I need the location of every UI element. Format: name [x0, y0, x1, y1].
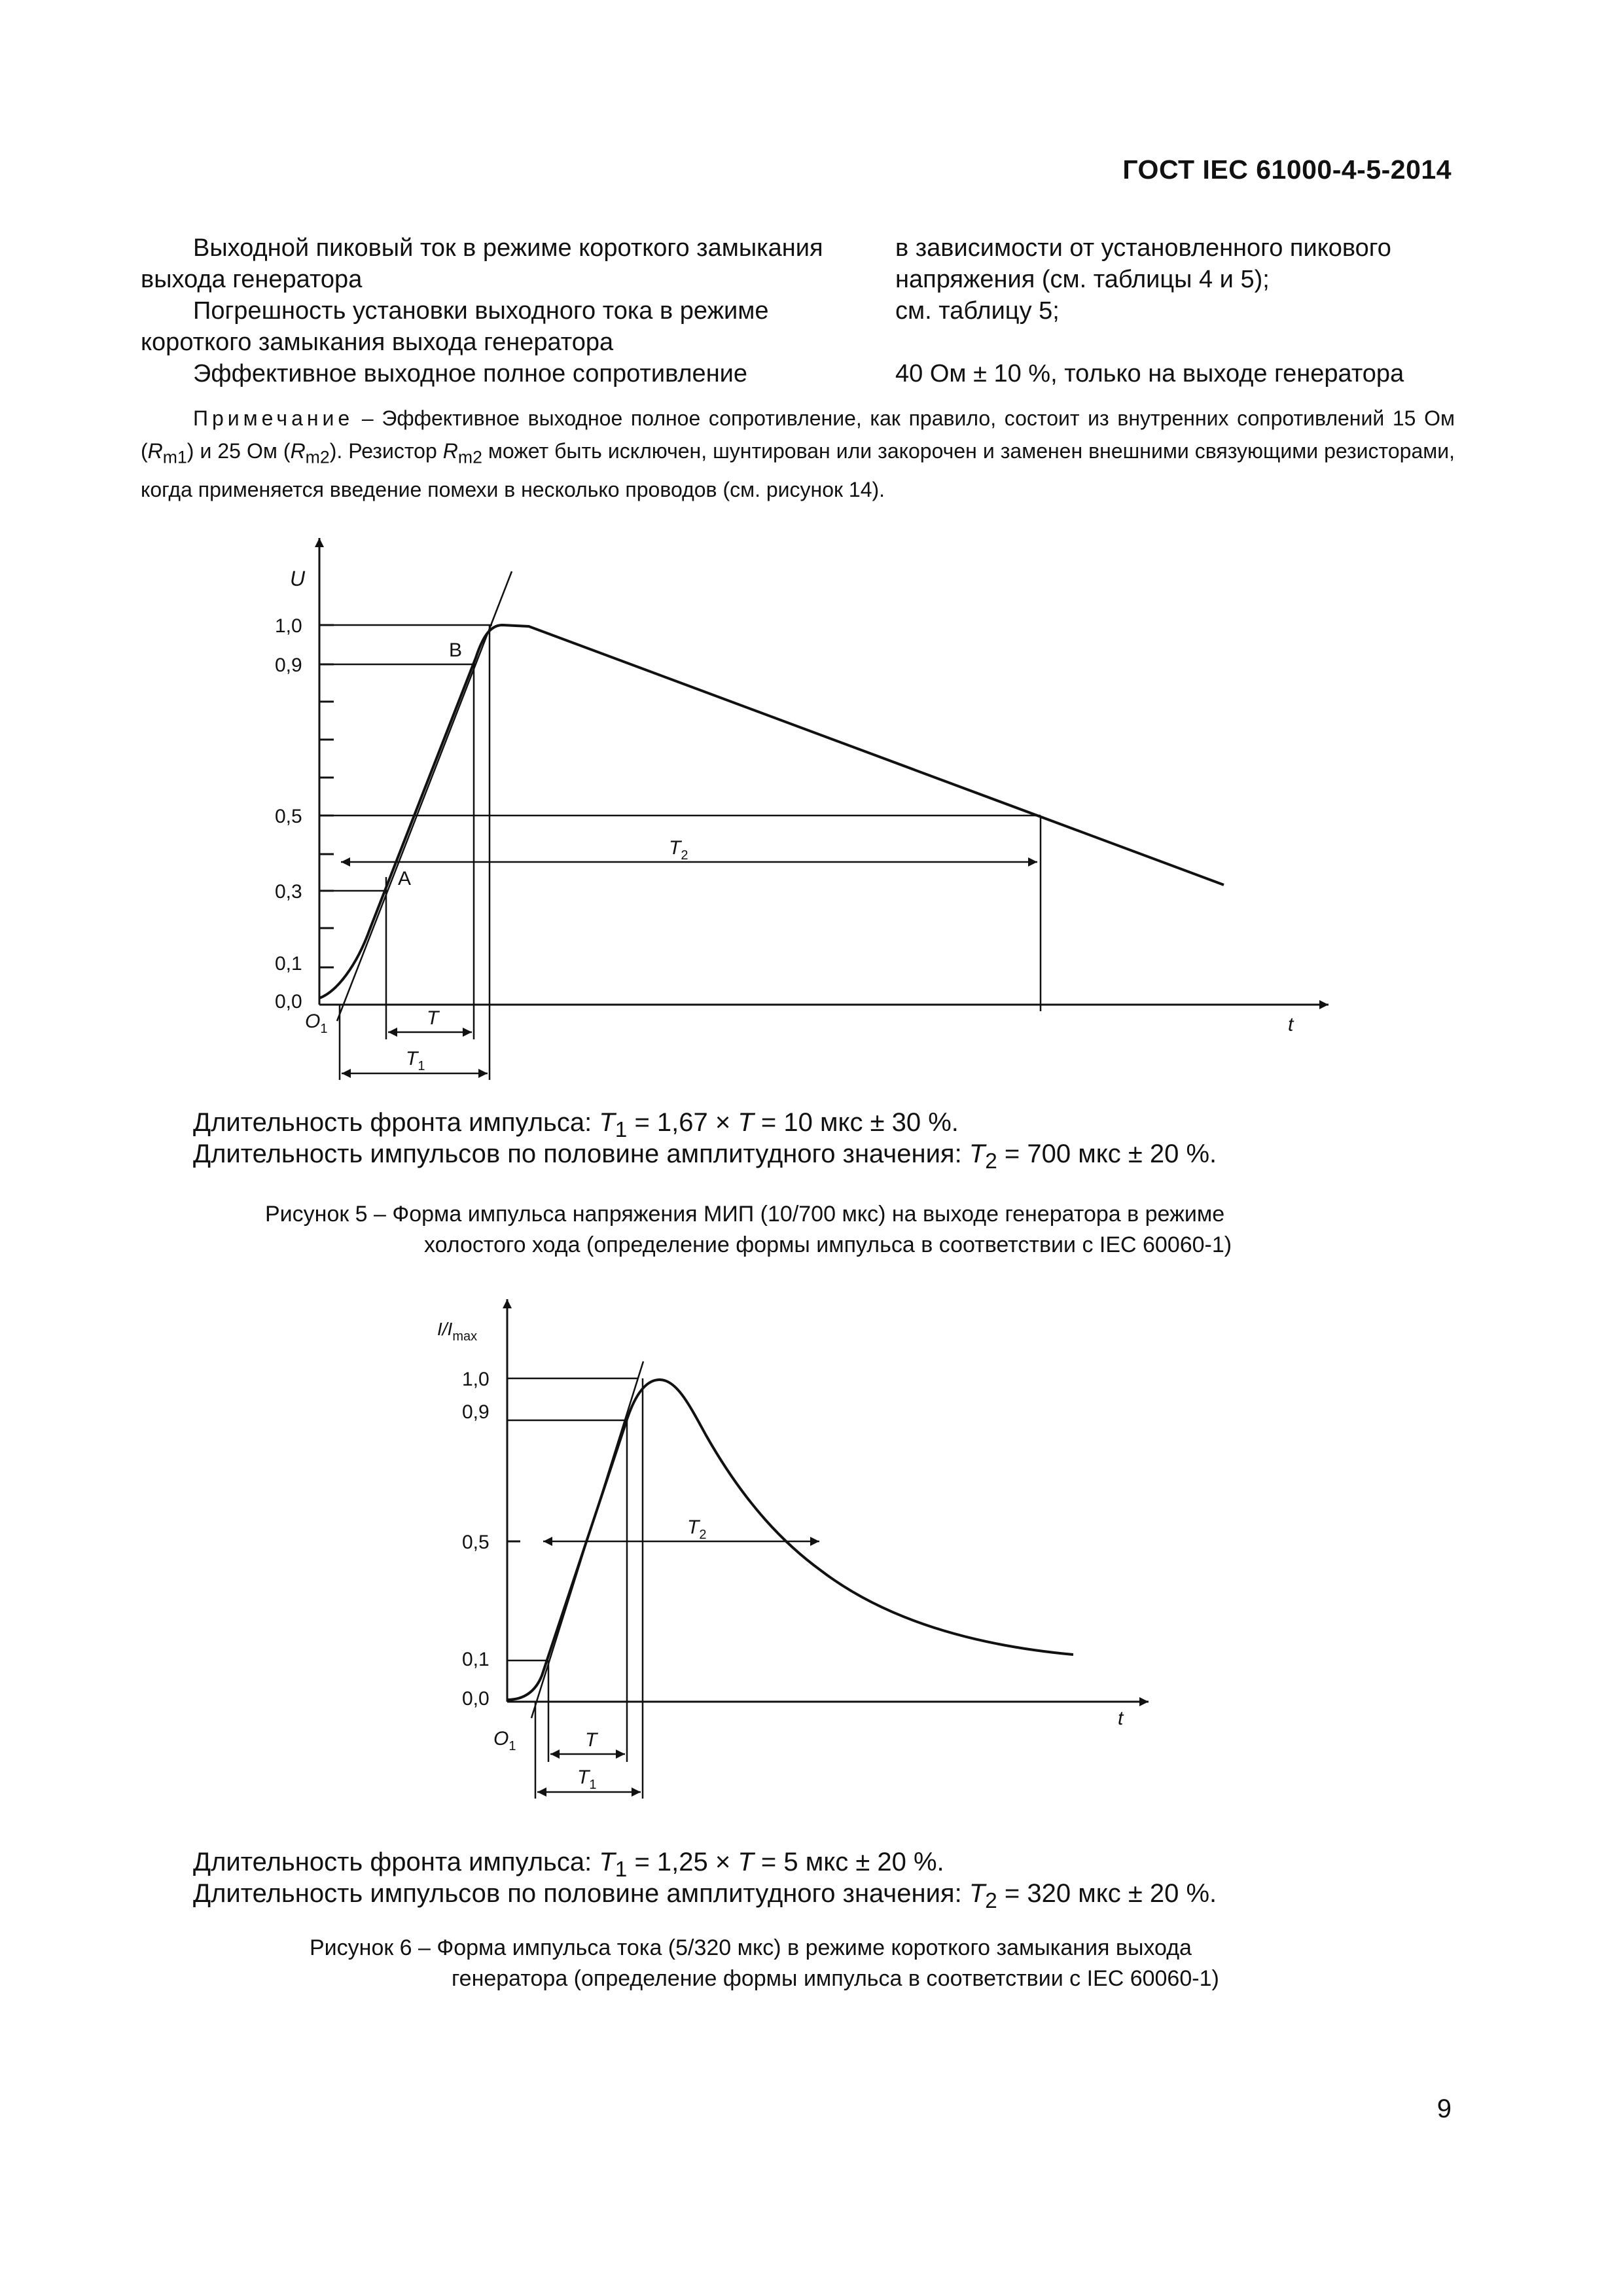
resistor-r-symbol: R [442, 439, 458, 463]
fig5-f2-var-sub: 2 [985, 1149, 997, 1174]
fig5-origin-sub: 1 [320, 1022, 328, 1036]
fig6-half-value-formula [193, 1877, 1217, 1918]
fig6-t-label: T [585, 1729, 597, 1751]
fig5-t2-t: T [669, 837, 681, 859]
param-1-value-line-2: напряжения (см. таблицы 4 и 5); [895, 266, 1270, 293]
fig6-t2-t: T [687, 1516, 700, 1538]
fig6-f1-suffix: = 5 мкс ± 20 %. [753, 1848, 944, 1876]
fig5-t-label: T [427, 1007, 439, 1029]
fig5-tick-label-1-0: 1,0 [275, 615, 302, 637]
param-3-name-line-1: Эффективное выходное полное сопротивление [193, 360, 748, 387]
fig6-t1-label [577, 1767, 596, 1792]
resistor-subscript: m1 [162, 447, 187, 467]
fig5-t1-sub: 1 [418, 1059, 425, 1073]
fig6-t1-t: T [577, 1767, 590, 1788]
param-3-value-line-1: 40 Ом ± 10 %, только на выходе генератора [895, 360, 1404, 387]
param-2-value-line-1: см. таблицу 5; [895, 297, 1060, 325]
fig5-f1-var2: T [738, 1108, 754, 1137]
fig6-t1-sub: 1 [589, 1778, 597, 1792]
fig6-y-axis-sub: max [452, 1329, 478, 1344]
fig6-f2-var-sub: 2 [985, 1889, 997, 1913]
fig6-tick-label-0-1: 0,1 [462, 1649, 490, 1670]
fig6-tick-label-0-9: 0,9 [462, 1401, 490, 1423]
fig5-y-axis-label: U [290, 567, 306, 590]
fig5-f1-suffix: = 10 мкс ± 30 %. [753, 1108, 959, 1137]
note-text-2: ) и 25 Ом ( [187, 439, 291, 463]
fig5-f2-var: T [969, 1139, 986, 1168]
param-2-name-line-2: короткого замыкания выхода генератора [141, 329, 614, 356]
resistor-subscript: m2 [457, 447, 482, 467]
fig5-f1-prefix: Длительность фронта импульса: [193, 1108, 599, 1137]
note-text-3: ). Резистор [329, 439, 443, 463]
fig5-f2-suffix: = 700 мкс ± 20 %. [997, 1139, 1217, 1168]
fig5-tick-label-0-1: 0,1 [275, 953, 302, 975]
fig5-f2-prefix: Длительность импульсов по половине амплитудного значения: [193, 1139, 969, 1168]
fig6-tick-label-1-0: 1,0 [462, 1369, 490, 1390]
param-1-value-line-1: в зависимости от установленного пикового [895, 234, 1391, 262]
fig6-tick-label-0-0: 0,0 [462, 1688, 490, 1710]
fig6-y-axis-label [437, 1319, 477, 1344]
fig6-origin-sub: 1 [508, 1739, 516, 1753]
fig5-tick-label-0-0: 0,0 [275, 991, 302, 1013]
fig5-caption-line-2: холостого хода (определение формы импульса в соответствии с IEC 60060-1) [424, 1232, 1232, 1257]
fig5-point-b-label: B [449, 639, 463, 661]
param-1-name-line-2: выхода генератора [141, 266, 363, 293]
fig6-f1-var-sub: 1 [615, 1857, 628, 1882]
fig5-caption-line-1: Рисунок 5 – Форма импульса напряжения МИП (10/700 мкс) на выходе генератора в режиме [265, 1202, 1225, 1227]
fig5-tick-label-0-3: 0,3 [275, 881, 302, 903]
fig6-f1-prefix: Длительность фронта импульса: [193, 1848, 599, 1876]
fig5-tick-label-0-5: 0,5 [275, 806, 302, 827]
fig5-x-axis-label: t [1288, 1014, 1294, 1035]
fig6-y-axis-main: I/I [437, 1319, 453, 1339]
fig6-x-axis-label: t [1118, 1708, 1124, 1729]
fig6-f2-suffix: = 320 мкс ± 20 %. [997, 1879, 1217, 1908]
param-2-name-line-1: Погрешность установки выходного тока в режиме [193, 297, 769, 325]
fig5-tick-label-0-9: 0,9 [275, 655, 302, 676]
fig5-f1-var-sub: 1 [615, 1118, 628, 1142]
fig5-f1-var: T [599, 1108, 615, 1137]
resistor-r-symbol: R [290, 439, 306, 463]
fig6-origin-label [493, 1728, 516, 1753]
document-id: ГОСТ IEC 61000-4-5-2014 [1122, 154, 1452, 185]
fig6-tick-label-0-5: 0,5 [462, 1532, 490, 1553]
note-text-1: – Эффективное выходное полное сопротивление, как правило, состоит из внутренних сопротивлений 15 Ом ( [141, 406, 1455, 463]
fig5-point-a-label: A [398, 868, 412, 889]
resistor-subscript: m2 [305, 447, 330, 467]
page-number: 9 [1436, 2094, 1452, 2123]
fig6-f1-var2: T [738, 1848, 754, 1876]
fig5-t1-t: T [406, 1048, 418, 1069]
fig6-f2-var: T [969, 1879, 986, 1908]
fig5-f1-mid: = 1,67 × [627, 1108, 738, 1137]
fig5-t2-sub: 2 [681, 848, 688, 863]
note-text-4: может быть исключен, шунтирован или закорочен и заменен внешними связующими резисторами, когда применяется введение помехи в несколько проводов (см. рисунок 14). [141, 439, 1455, 502]
fig5-origin-o: O [305, 1011, 321, 1032]
fig6-f1-mid: = 1,25 × [627, 1848, 738, 1876]
fig6-f1-var: T [599, 1848, 615, 1876]
fig6-current-waveform [507, 1380, 1073, 1700]
param-1-name-line-1: Выходной пиковый ток в режиме короткого замыкания [193, 234, 823, 262]
note-label: Примечание [193, 406, 354, 430]
fig6-f2-prefix: Длительность импульсов по половине амплитудного значения: [193, 1879, 969, 1908]
resistor-r-symbol: R [147, 439, 163, 463]
fig6-t2-sub: 2 [699, 1528, 707, 1542]
fig6-origin-o: O [493, 1728, 509, 1749]
fig6-caption-line-1: Рисунок 6 – Форма импульса тока (5/320 мкс) в режиме короткого замыкания выхода [310, 1935, 1192, 1960]
fig6-t2-label [687, 1516, 706, 1542]
fig6-caption-line-2: генератора (определение формы импульса в соответствии с IEC 60060-1) [452, 1966, 1219, 1991]
